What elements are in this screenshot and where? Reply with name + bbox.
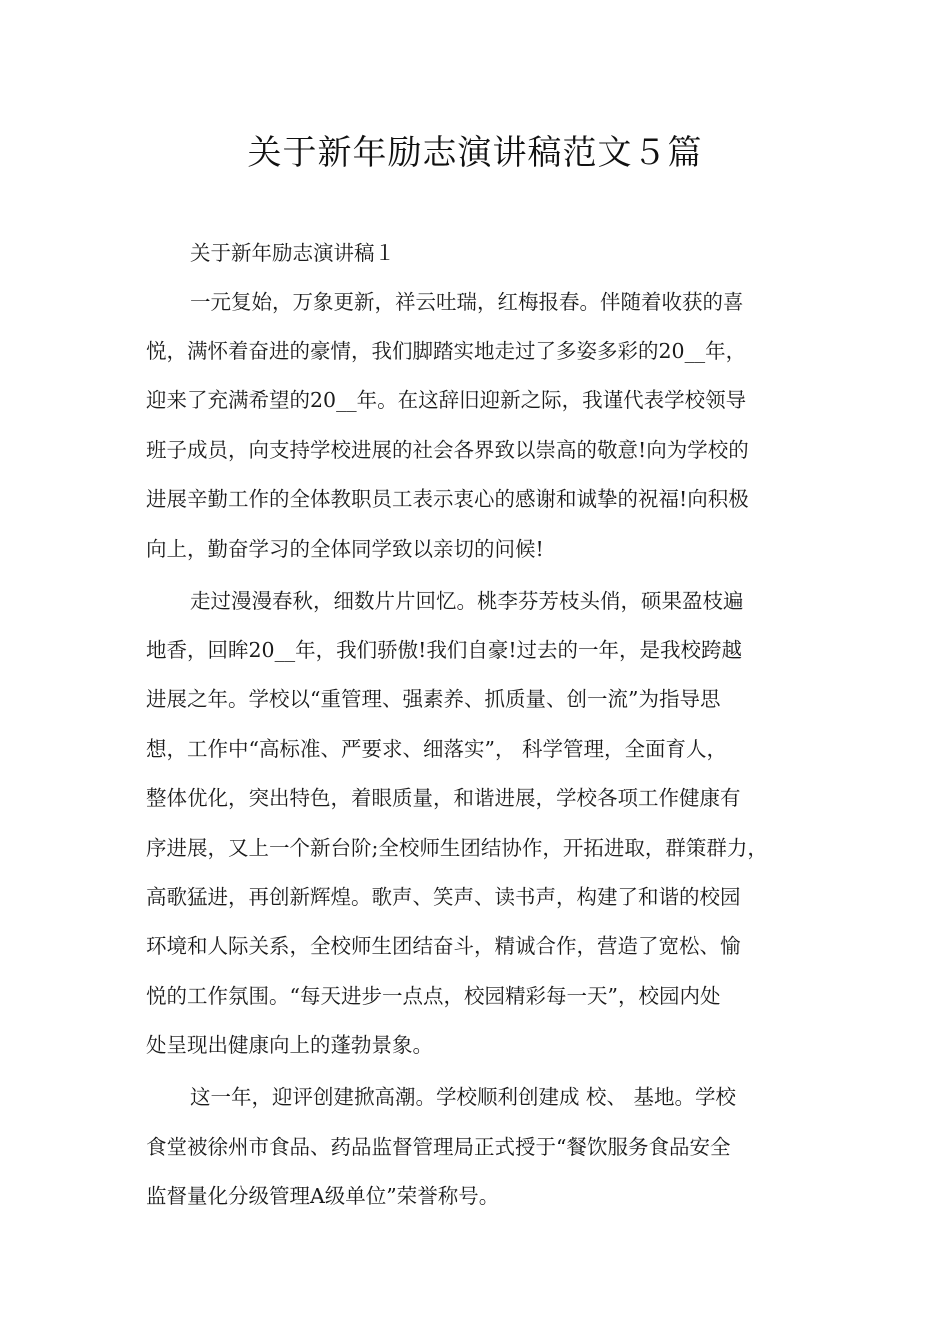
paragraph-line: 班子成员，向支持学校进展的社会各界致以崇高的敬意!向为学校的 <box>146 438 749 462</box>
paragraph-line: 序进展，又上一个新台阶;全校师生团结协作，开拓进取，群策群力， <box>146 836 768 860</box>
paragraph-line: 进展之年。学校以“重管理、强素养、抓质量、创一流”为指导思 <box>146 687 721 711</box>
paragraph-line: 一元复始，万象更新，祥云吐瑞，红梅报春。伴随着收获的喜 <box>190 290 744 314</box>
paragraph-line: 迎来了充满希望的20__年。在这辞旧迎新之际，我谨代表学校领导 <box>146 388 747 412</box>
paragraph-line: 整体优化，突出特色，着眼质量，和谐进展，学校各项工作健康有 <box>146 786 741 810</box>
paragraph-line: 向上，勤奋学习的全体同学致以亲切的问候! <box>146 537 544 561</box>
paragraph-line: 食堂被徐州市食品、药品监督管理局正式授于“餐饮服务食品安全 <box>146 1135 731 1159</box>
paragraph-line: 进展辛勤工作的全体教职员工表示衷心的感谢和诚挚的祝福!向积极 <box>146 487 749 511</box>
paragraph-line: 处呈现出健康向上的蓬勃景象。 <box>146 1033 433 1057</box>
paragraph-line: 悦的工作氛围。“每天进步一点点，校园精彩每一天”，校园内处 <box>146 984 721 1008</box>
paragraph-line: 高歌猛进，再创新辉煌。歌声、笑声、读书声，构建了和谐的校园 <box>146 885 741 909</box>
document-title: 关于新年励志演讲稿范文５篇 <box>247 133 703 173</box>
paragraph-line: 环境和人际关系，全校师生团结奋斗，精诚合作，营造了宽松、愉 <box>146 934 741 958</box>
section-heading: 关于新年励志演讲稿１ <box>190 241 395 265</box>
paragraph-line: 悦，满怀着奋进的豪情，我们脚踏实地走过了多姿多彩的20__年， <box>146 339 747 363</box>
paragraph-line: 这一年，迎评创建掀高潮。学校顺利创建成 校、 基地。学校 <box>190 1085 737 1109</box>
paragraph-line: 走过漫漫春秋，细数片片回忆。桃李芬芳枝头俏，硕果盈枝遍 <box>190 589 744 613</box>
paragraph-line: 想，工作中“高标准、严要求、细落实”， 科学管理，全面育人， <box>146 737 727 761</box>
paragraph-line: 监督量化分级管理A级单位”荣誉称号。 <box>146 1184 500 1208</box>
paragraph-line: 地香，回眸20__年，我们骄傲!我们自豪!过去的一年，是我校跨越 <box>146 638 743 662</box>
